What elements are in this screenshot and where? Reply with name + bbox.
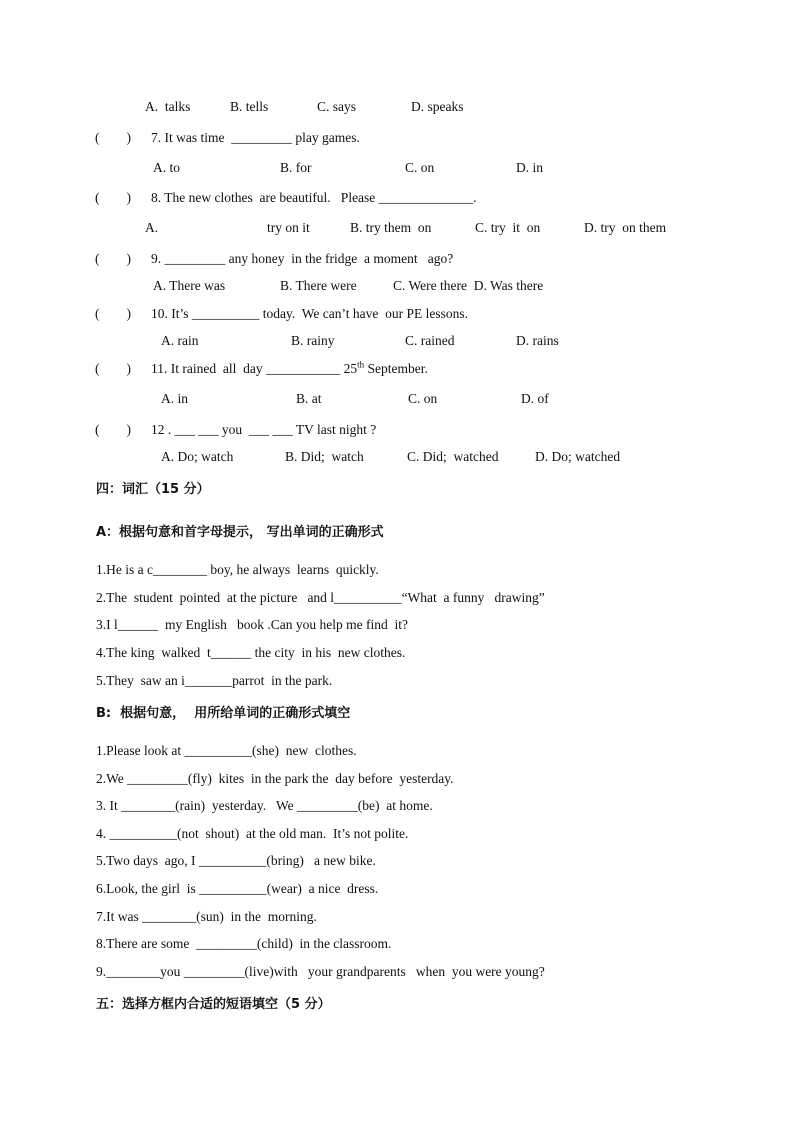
- q8-option-d: D. try on them: [584, 220, 667, 235]
- q6-option-a: A. talks: [145, 99, 191, 114]
- q10-option-a: A. rain: [161, 333, 199, 348]
- q8-option-a: try on it: [267, 220, 310, 235]
- q11-answer-paren: ( ): [95, 361, 131, 376]
- q11-option-d: D. of: [521, 391, 549, 406]
- q8-option-b: B. try them on: [350, 220, 432, 235]
- part-a-title: A：根据句意和首字母提示， 写出单词的正确形式: [96, 525, 384, 540]
- part-b-item-8: 8.There are some _________(child) in the classroom.: [96, 936, 392, 951]
- part-a-item-4: 4.The king walked t______ the city in his new clothes.: [96, 645, 406, 660]
- q12-answer-paren: ( ): [95, 422, 131, 437]
- part-a-item-5: 5.They saw an i_______parrot in the park.: [96, 673, 333, 688]
- q8-option-c: C. try it on: [475, 220, 541, 235]
- q10-stem: 10. It’s __________ today. We can’t have our PE lessons.: [151, 306, 468, 321]
- q11-stem: 11. It rained all day ___________ 25th September.: [151, 359, 428, 376]
- part-b-item-7: 7.It was ________(sun) in the morning.: [96, 909, 317, 924]
- part-a-item-3: 3.I l______ my English book .Can you help me find it?: [96, 617, 408, 632]
- q10-answer-paren: ( ): [95, 306, 131, 321]
- q11-option-c: C. on: [408, 391, 438, 406]
- part-b-item-4: 4. __________(not shout) at the old man. It’s not polite.: [96, 826, 409, 841]
- q7-option-a: A. to: [153, 160, 180, 175]
- q7-option-d: D. in: [516, 160, 543, 175]
- q9-stem: 9. _________ any honey in the fridge a moment ago?: [151, 251, 454, 266]
- part-b-item-1: 1.Please look at __________(she) new clothes.: [96, 743, 357, 758]
- q7-option-b: B. for: [280, 160, 312, 175]
- q10-option-c: C. rained: [405, 333, 455, 348]
- q9-answer-paren: ( ): [95, 251, 131, 266]
- part-b-item-2: 2.We _________(fly) kites in the park the day before yesterday.: [96, 771, 454, 786]
- part-a-item-1: 1.He is a c________ boy, he always learns quickly.: [96, 562, 379, 577]
- q7-option-c: C. on: [405, 160, 435, 175]
- q12-option-c: C. Did; watched: [407, 449, 499, 464]
- q9-option-b: B. There were: [280, 278, 357, 293]
- q11-option-a: A. in: [161, 391, 188, 406]
- q6-option-c: C. says: [317, 99, 357, 114]
- q8-answer-paren: ( ): [95, 190, 131, 205]
- q7-stem: 7. It was time _________ play games.: [151, 130, 360, 145]
- q7-answer-paren: ( ): [95, 130, 131, 145]
- part-b-item-6: 6.Look, the girl is __________(wear) a nice dress.: [96, 881, 379, 896]
- q10-option-b: B. rainy: [291, 333, 335, 348]
- q12-option-d: D. Do; watched: [535, 449, 621, 464]
- q12-option-b: B. Did; watch: [285, 449, 364, 464]
- part-a-item-2: 2.The student pointed at the picture and l__________“What a funny drawing”: [96, 590, 545, 605]
- q9-option-a: A. There was: [153, 278, 226, 293]
- section-5-title: 五：选择方框内合适的短语填空（5 分）: [96, 997, 331, 1012]
- q12-option-a: A. Do; watch: [161, 449, 234, 464]
- q6-option-d: D. speaks: [411, 99, 464, 114]
- q10-option-d: D. rains: [516, 333, 559, 348]
- q8-stem: 8. The new clothes are beautiful. Please ______________.: [151, 190, 477, 205]
- q9-option-cd: C. Were there D. Was there: [393, 278, 544, 293]
- q12-stem: 12 . ___ ___ you ___ ___ TV last night ?: [151, 422, 377, 437]
- q11-option-b: B. at: [296, 391, 322, 406]
- q8-option-a-label: A.: [145, 220, 159, 235]
- part-b-item-3: 3. It ________(rain) yesterday. We _________(be) at home.: [96, 798, 433, 813]
- part-b-item-5: 5.Two days ago, I __________(bring) a new bike.: [96, 853, 376, 868]
- section-4-title: 四：词汇（15 分）: [96, 482, 210, 497]
- q6-option-b: B. tells: [230, 99, 269, 114]
- part-b-title: B: 根据句意， 用所给单词的正确形式填空: [96, 706, 351, 721]
- part-b-item-9: 9.________you _________(live)with your grandparents when you were young?: [96, 964, 545, 979]
